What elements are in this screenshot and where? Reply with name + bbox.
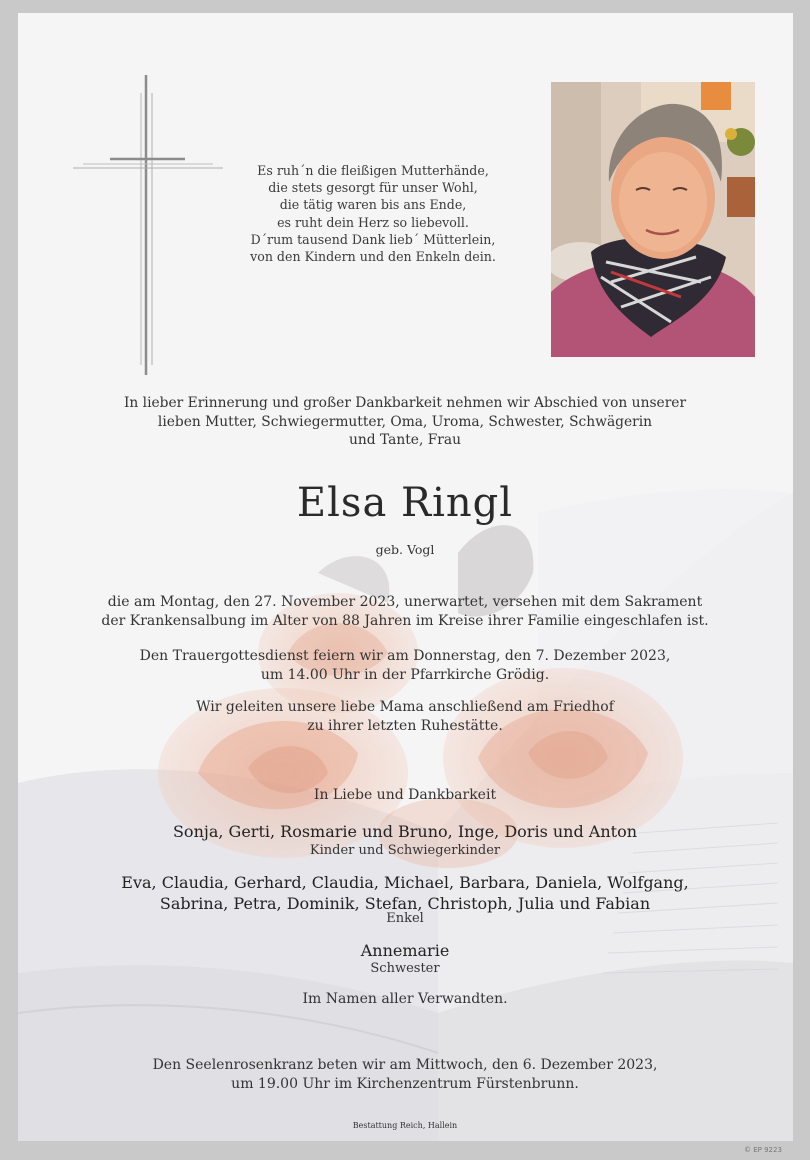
poem-line: die stets gesorgt für unser Wohl, <box>268 180 478 196</box>
closing-text: In Liebe und Dankbarkeit <box>313 787 497 803</box>
burial-line: zu ihrer letzten Ruhestätte. <box>307 717 503 734</box>
burial-line: Wir geleiten unsere liebe Mama anschließend am Friedhof <box>196 699 614 715</box>
poem-line: D´rum tausend Dank lieb´ Mütterlein, <box>250 231 496 247</box>
maiden-name: geb. Vogl <box>375 542 435 557</box>
undertaker-credit: Bestattung Reich, Hallein <box>352 1121 458 1130</box>
sister-label: Schwester <box>370 961 440 976</box>
children-label: Kinder und Schwiegerkinder <box>309 843 501 858</box>
poem-line: Es ruh´n die fleißigen Mutterhände, <box>257 163 489 178</box>
cross-icon <box>73 75 223 375</box>
deceased-name: Elsa Ringl <box>296 480 514 526</box>
poem-line: von den Kindern und den Enkeln dein. <box>250 249 496 265</box>
intro-line: In lieber Erinnerung und großer Dankbarkeit nehmen wir Abschied von unserer <box>123 395 687 411</box>
sister-name: Annemarie <box>360 941 450 960</box>
intro-line: und Tante, Frau <box>349 432 461 448</box>
death-notice <box>0 593 810 630</box>
document-code: © EP 9223 <box>744 1146 782 1154</box>
portrait-photo <box>551 82 755 357</box>
grandchildren-line: Sabrina, Petra, Dominik, Stefan, Christoph, Julia und Fabian <box>159 893 651 913</box>
grandchildren-names <box>0 873 810 914</box>
service-info <box>0 647 810 684</box>
service-line: um 14.00 Uhr in der Pfarrkirche Grödig. <box>260 666 550 683</box>
children-names: Sonja, Gerti, Rosmarie und Bruno, Inge, Doris und Anton <box>172 822 638 841</box>
intro-line: lieben Mutter, Schwiegermutter, Oma, Uroma, Schwester, Schwägerin <box>157 413 653 430</box>
poem-line: die tätig waren bis ans Ende, <box>279 197 467 213</box>
intro-text <box>0 394 810 450</box>
rosary-line: Den Seelenrosenkranz beten wir am Mittwoch, den 6. Dezember 2023, <box>152 1057 658 1073</box>
service-line: Den Trauergottesdienst feiern wir am Donnerstag, den 7. Dezember 2023, <box>139 648 671 664</box>
rosary-line: um 19.00 Uhr im Kirchenzentrum Fürstenbrunn. <box>231 1075 579 1092</box>
burial-info <box>0 698 810 735</box>
memorial-poem <box>223 162 523 265</box>
poem-line: es ruht dein Herz so liebevoll. <box>277 214 469 230</box>
grandchildren-label: Enkel <box>386 911 424 926</box>
rosary-info <box>0 1056 810 1093</box>
death-notice-line: die am Montag, den 27. November 2023, unerwartet, versehen mit dem Sakrament <box>107 594 703 610</box>
on-behalf-text: Im Namen aller Verwandten. <box>302 991 508 1007</box>
death-notice-line: der Krankensalbung im Alter von 88 Jahren im Kreise ihrer Familie eingeschlafen ist. <box>101 612 709 629</box>
grandchildren-line: Eva, Claudia, Gerhard, Claudia, Michael, Barbara, Daniela, Wolfgang, <box>121 873 689 892</box>
